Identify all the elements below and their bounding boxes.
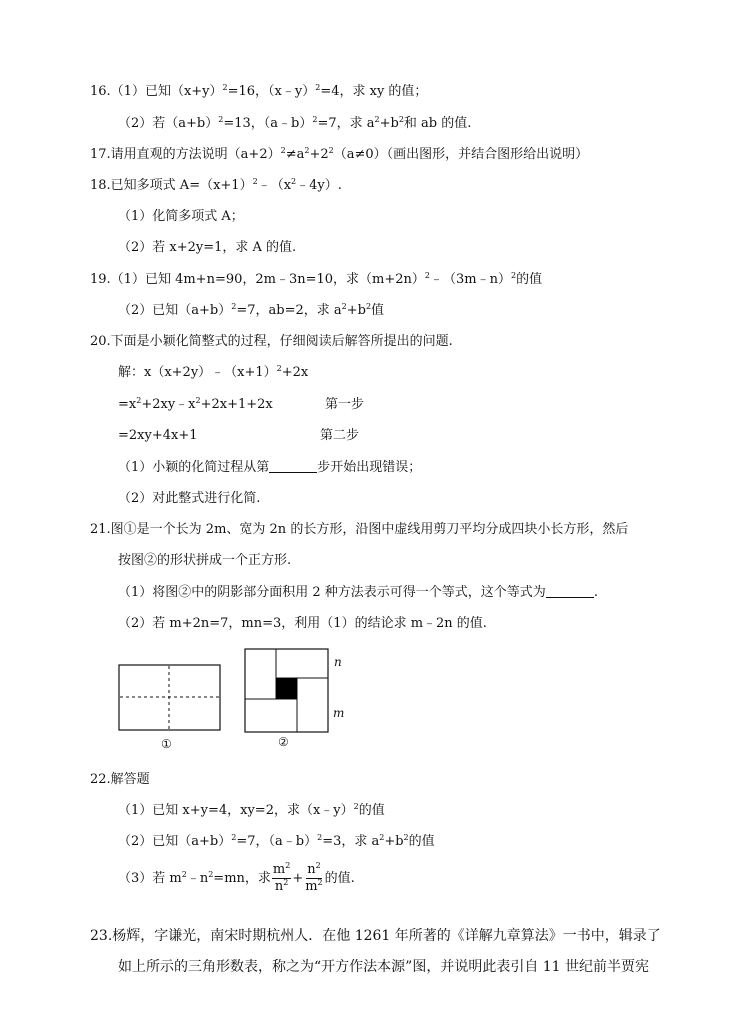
q23-line2: 如上所示的三角形数表，称之为“开方作法本源”图，并说明此表引自 11 世纪前半贾宪 [118,959,650,975]
fraction-n2-over-m2: $\frac{n^2}{m^2}$ [305,861,323,894]
figure-1-rectangle [118,664,222,734]
q22-part3: （3）若 $m^2﹣n^2=mn$，求 $\frac{m^2}{n^2}$ + $\frac{n^2}{m^2}$ 的值. [118,861,355,894]
q21-part2: （2）若 m+2n=7，mn=3，利用（1）的结论求 m﹣2n 的值. [118,616,487,631]
q18-line1: 18.已知多项式 $A=(x+1)^2﹣(x^2﹣4y)$. [90,177,342,193]
q20-step2-label: 第二步 [320,428,360,443]
q21-part1: （1）将图②中的阴影部分面积用 2 种方法表示可得一个等式，这个等式为 . [118,585,598,600]
q22-part2: （2）已知$(a+b)^2=7$，（a﹣b）$^2$=3，求 $a^2+b^2$的值 [118,833,435,849]
answer-blank [269,472,317,473]
q20-solution: 解：$x(x+2y)﹣(x+1)^2+2x$ [118,364,309,380]
q20-step1-label: 第一步 [325,397,365,412]
answer-blank [546,597,594,598]
q16-line1: 16.（1）已知$(x+y)^2=16$，（x﹣y）$^2$=4，求 xy 的值； [90,83,428,99]
q21-line2: 按图②的形状拼成一个正方形. [118,553,292,568]
q22-part1: （1）已知 x+y=4，xy=2，求（x﹣y）$^2$的值 [118,802,385,818]
figure-1-label: ① [161,737,172,751]
q20-step1: $=x^2+2xy﹣x^2+2x+1+2x$ [118,396,273,412]
q18-line2: （1）化简多项式 A； [118,209,244,224]
q17-line: 17.请用直观的方法说明$(a+2)^2\ne a^2+2^2(a\ne 0)$（画出图形，并结合图形给出说明） [90,146,589,162]
shaded-square [276,678,297,699]
q20-intro: 20.下面是小颖化简整式的过程，仔细阅读后解答所提出的问题. [90,334,453,349]
q20-part1: （1）小颖的化简过程从第 步开始出现错误； [118,460,422,475]
q19-line2: （2）已知$(a+b)^2=7$，ab=2，求 $a^2+b^2$值 [118,302,385,318]
figure-2-m-label: m [333,706,345,720]
q22-title: 22.解答题 [90,772,150,787]
fraction-m2-over-n2: $\frac{m^2}{n^2}$ [272,861,291,894]
q19-line1: 19.（1）已知 4m+n=90，2m﹣3n=10，求$(m+2n)^2﹣(3m﹣n)^2$的值 [90,271,543,287]
figure-2-n-label: n [334,655,342,669]
q23-line1: 23.杨辉，字谦光，南宋时期杭州人．在他 1261 年所著的《详解九章算法》一书中，辑录了 [90,928,661,944]
q16-line2: （2）若$(a+b)^2=13$，（a﹣b）$^2$=7，求 $a^2+b^2$和 ab 的值. [118,115,472,131]
figure-2-square [244,648,330,734]
figure-2-label: ② [278,735,289,749]
q18-line3: （2）若 x+2y=1，求 A 的值. [118,240,297,255]
q21-line1: 21.图①是一个长为 2m、宽为 2n 的长方形，沿图中虚线用剪刀平均分成四块小长方形，然后 [90,522,629,537]
q20-step2: =2xy+4x+1 [118,428,198,443]
q20-part2: （2）对此整式进行化简. [118,491,261,506]
